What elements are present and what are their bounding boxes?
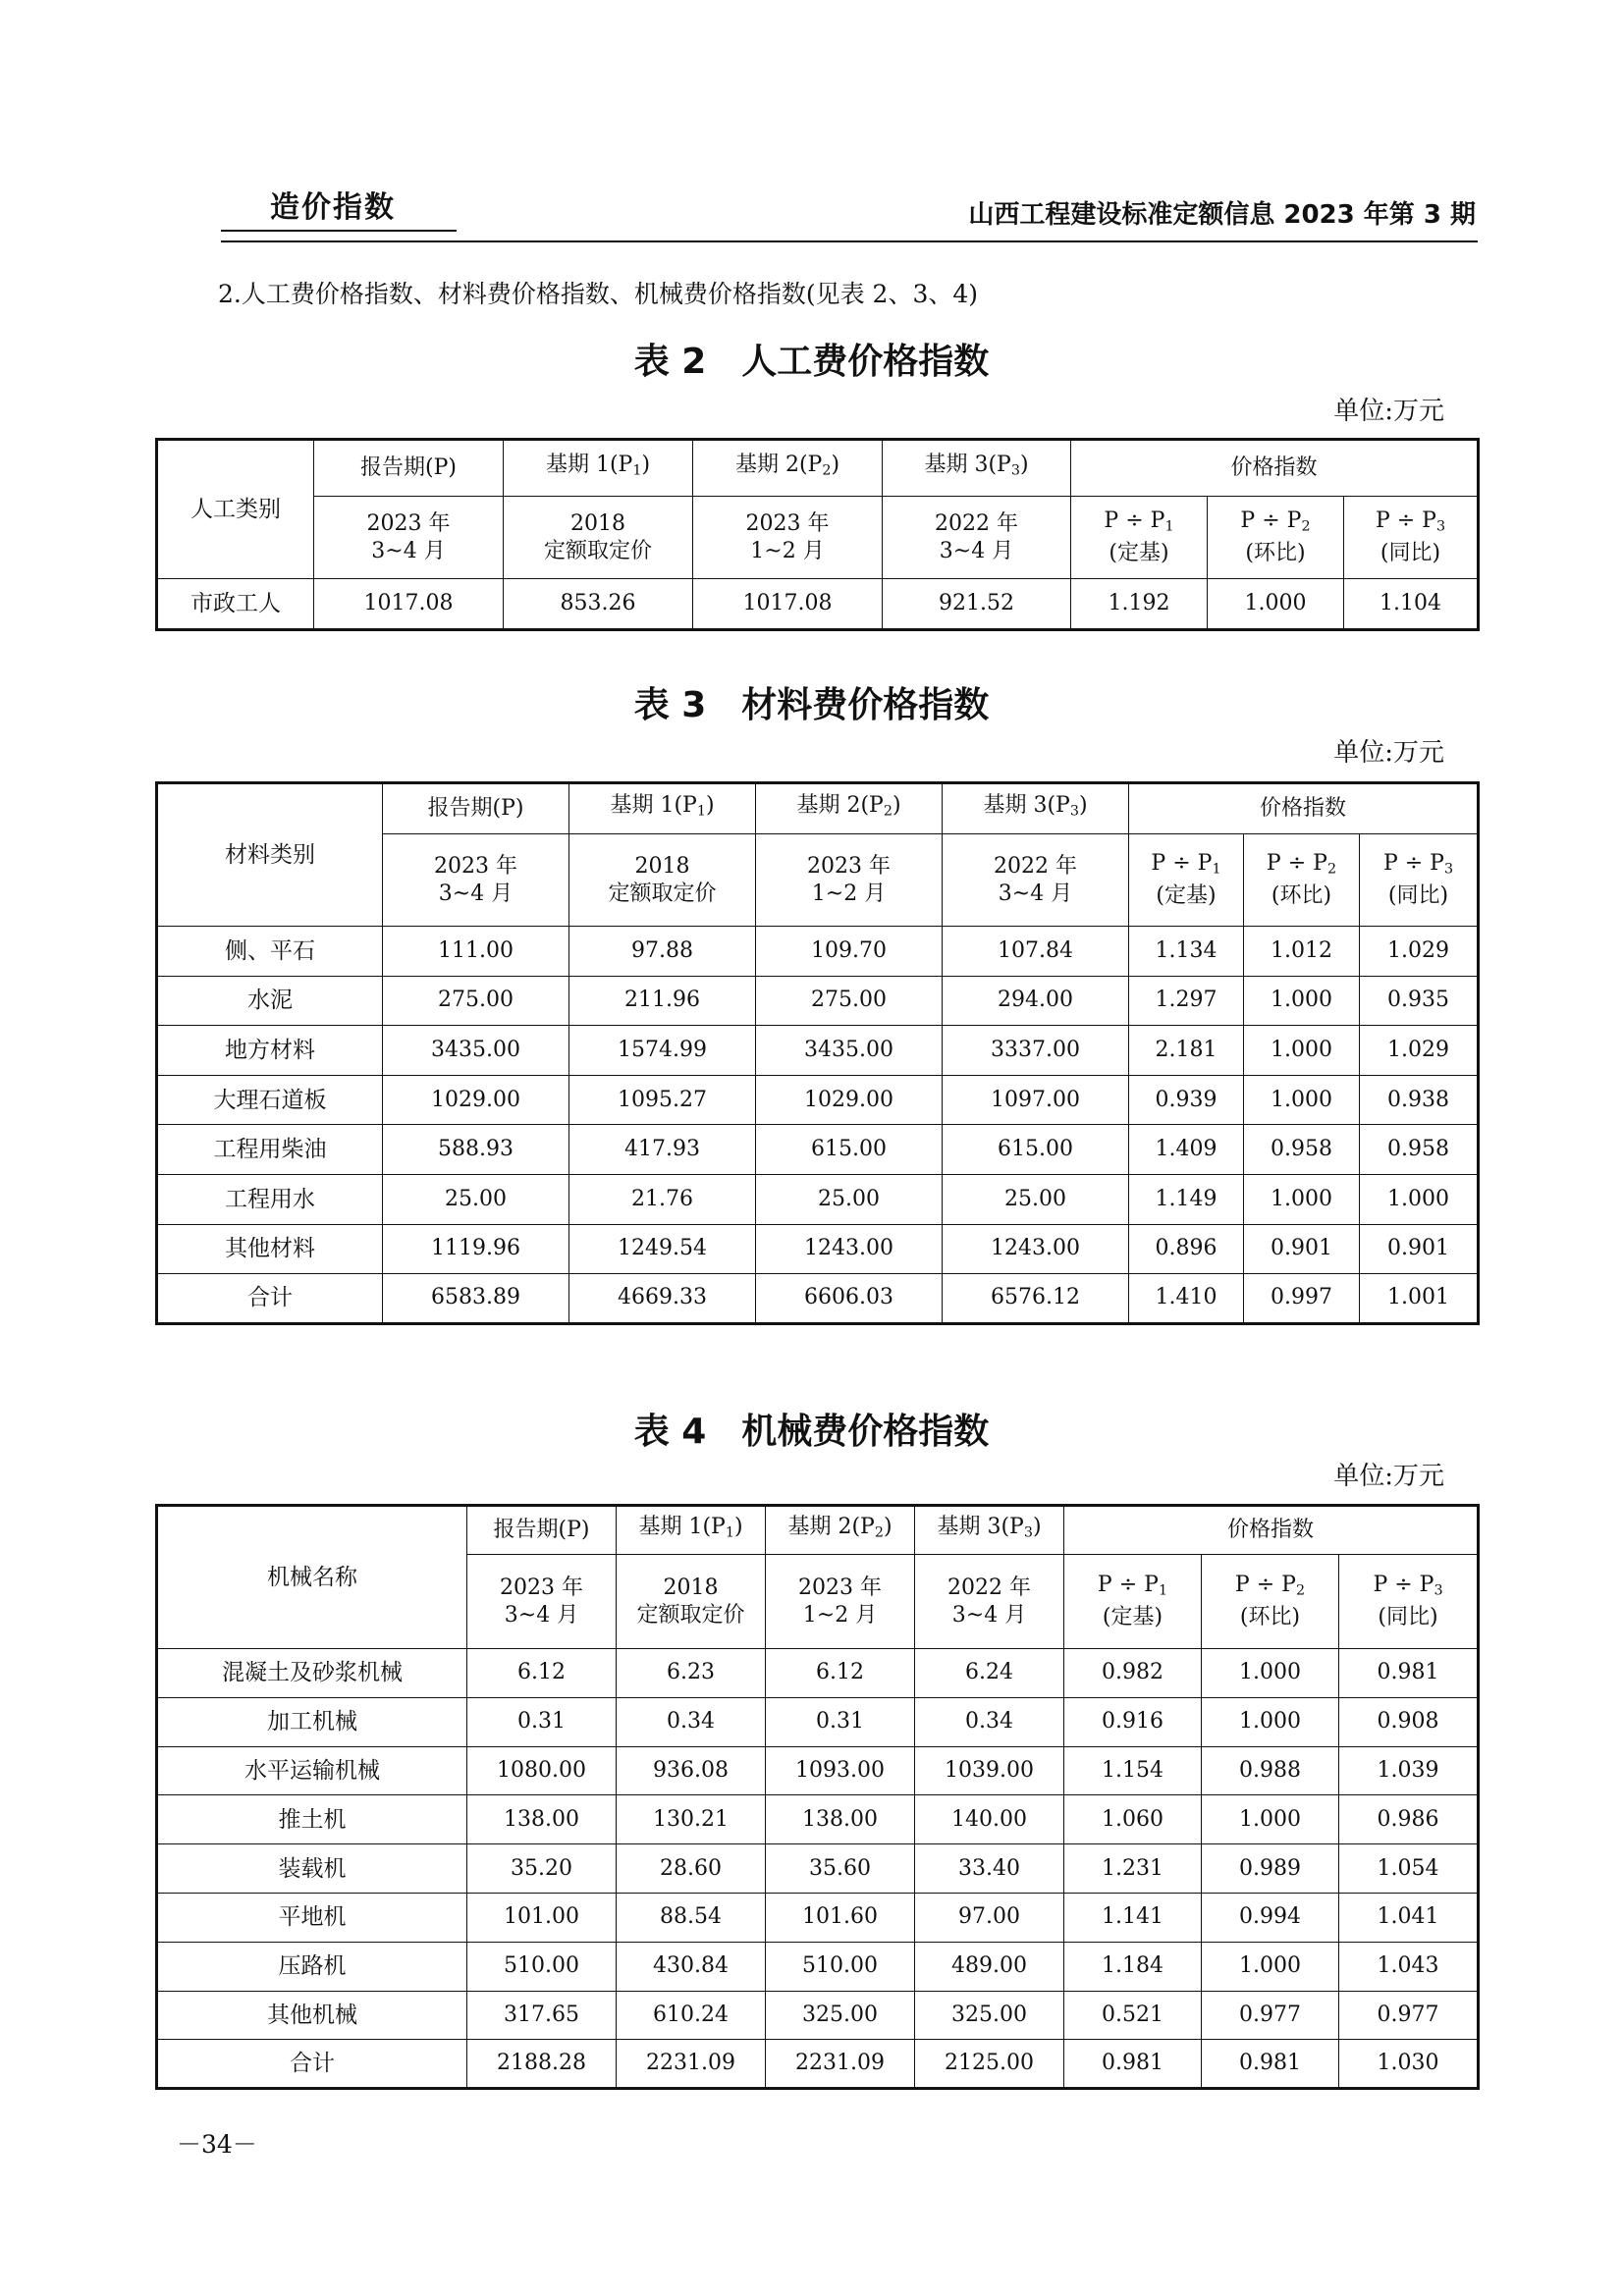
category-cell: 地方材料 — [157, 1026, 383, 1076]
base3-cell: 294.00 — [943, 976, 1129, 1026]
header-row — [157, 783, 1479, 834]
table4-name: 机械费价格指数 — [741, 1412, 990, 1452]
category-cell: 平地机 — [157, 1893, 467, 1942]
base1-cell: 21.76 — [569, 1174, 756, 1224]
table-row — [157, 1844, 1479, 1894]
chain-index-cell: 0.994 — [1202, 1893, 1339, 1942]
fixed-index-cell: 0.939 — [1129, 1075, 1244, 1125]
table-row — [157, 1697, 1479, 1746]
base3-cell: 2125.00 — [915, 2040, 1064, 2089]
category-cell: 工程用水 — [157, 1174, 383, 1224]
fixed-index-cell: 1.192 — [1071, 579, 1208, 630]
ratio2-header: $P \div P_2$ (环比) — [1208, 497, 1344, 579]
ratio1-header: $P \div P_1$ (定基) — [1064, 1555, 1202, 1649]
base2-date: 2023 年 1~2 月 — [756, 834, 943, 927]
base2-header: 基期 $2(P_2)$ — [766, 1506, 915, 1555]
fixed-index-cell: 1.149 — [1129, 1174, 1244, 1224]
table-row — [157, 1991, 1479, 2040]
table-row — [157, 1274, 1479, 1324]
base3-header: 基期 $3(P_3)$ — [883, 440, 1071, 497]
yoy-index-cell: 0.986 — [1339, 1795, 1479, 1844]
table-row — [157, 1174, 1479, 1224]
chain-index-cell: 1.000 — [1208, 579, 1344, 630]
fixed-index-cell: 1.231 — [1064, 1844, 1202, 1894]
yoy-index-cell: 0.938 — [1360, 1075, 1479, 1125]
chain-index-cell: 0.988 — [1202, 1746, 1339, 1795]
base2-date: 2023 年 1~2 月 — [693, 497, 883, 579]
yoy-index-cell: 0.908 — [1339, 1697, 1479, 1746]
table3-number: 表 3 — [633, 685, 707, 725]
fixed-index-cell: 0.981 — [1064, 2040, 1202, 2089]
report-period-cell: 588.93 — [383, 1125, 569, 1175]
report-period-cell: 111.00 — [383, 927, 569, 977]
base3-header: 基期 $3(P_3)$ — [943, 783, 1129, 834]
yoy-index-cell: 0.935 — [1360, 976, 1479, 1026]
base1-date: 2018 定额取定价 — [569, 834, 756, 927]
base3-cell: 6576.12 — [943, 1274, 1129, 1324]
base1-cell: 853.26 — [504, 579, 693, 630]
base3-cell: 325.00 — [915, 1991, 1064, 2040]
base3-cell: 140.00 — [915, 1795, 1064, 1844]
report-period-cell: 510.00 — [467, 1942, 617, 1991]
category-cell: 其他材料 — [157, 1224, 383, 1274]
base1-date: 2018 定额取定价 — [504, 497, 693, 579]
report-period-cell: 1029.00 — [383, 1075, 569, 1125]
table2-title — [0, 334, 1623, 384]
price-index-header: 价格指数 — [1071, 440, 1479, 497]
base1-header: 基期 $1(P_1)$ — [569, 783, 756, 834]
table-row — [157, 1649, 1479, 1698]
base2-cell: 109.70 — [756, 927, 943, 977]
base2-cell: 2231.09 — [766, 2040, 915, 2089]
base3-cell: 1039.00 — [915, 1746, 1064, 1795]
table4-title — [0, 1404, 1623, 1454]
report-period-cell: 317.65 — [467, 1991, 617, 2040]
base3-cell: 1097.00 — [943, 1075, 1129, 1125]
report-period-header: 报告期(P) — [314, 440, 504, 497]
base3-date: 2022 年 3~4 月 — [883, 497, 1071, 579]
ratio1-header: $P \div P_1$ (定基) — [1071, 497, 1208, 579]
report-period-header: 报告期(P) — [467, 1506, 617, 1555]
base3-cell: 6.24 — [915, 1649, 1064, 1698]
base1-cell: 2231.09 — [617, 2040, 766, 2089]
subheader-row — [157, 497, 1479, 579]
fixed-index-cell: 0.521 — [1064, 1991, 1202, 2040]
base2-cell: 1243.00 — [756, 1224, 943, 1274]
category-cell: 装载机 — [157, 1844, 467, 1894]
fixed-index-cell: 1.184 — [1064, 1942, 1202, 1991]
table-row — [157, 1224, 1479, 1274]
table-row — [157, 1795, 1479, 1844]
category-header: 材料类别 — [157, 783, 383, 927]
category-cell: 大理石道板 — [157, 1075, 383, 1125]
yoy-index-cell: 0.981 — [1339, 1649, 1479, 1698]
fixed-index-cell: 1.409 — [1129, 1125, 1244, 1175]
report-period-cell: 1080.00 — [467, 1746, 617, 1795]
fixed-index-cell: 1.154 — [1064, 1746, 1202, 1795]
base2-cell: 510.00 — [766, 1942, 915, 1991]
base1-cell: 1095.27 — [569, 1075, 756, 1125]
report-period-cell: 6583.89 — [383, 1274, 569, 1324]
base1-cell: 6.23 — [617, 1649, 766, 1698]
header-rule — [221, 240, 1478, 242]
category-cell: 混凝土及砂浆机械 — [157, 1649, 467, 1698]
base1-cell: 28.60 — [617, 1844, 766, 1894]
yoy-index-cell: 1.029 — [1360, 927, 1479, 977]
report-period-date: 2023 年 3~4 月 — [383, 834, 569, 927]
report-period-cell: 0.31 — [467, 1697, 617, 1746]
table2-unit: 单位:万元 — [1333, 397, 1444, 426]
category-cell: 水泥 — [157, 976, 383, 1026]
base2-cell: 6606.03 — [756, 1274, 943, 1324]
yoy-index-cell: 1.104 — [1344, 579, 1479, 630]
section-title: 造价指数 — [270, 190, 396, 225]
report-period-cell: 275.00 — [383, 976, 569, 1026]
yoy-index-cell: 1.039 — [1339, 1746, 1479, 1795]
table4-unit: 单位:万元 — [1333, 1462, 1444, 1491]
base2-cell: 1017.08 — [693, 579, 883, 630]
base3-cell: 97.00 — [915, 1893, 1064, 1942]
table3-unit: 单位:万元 — [1333, 738, 1444, 768]
table-row — [157, 1125, 1479, 1175]
base3-cell: 1243.00 — [943, 1224, 1129, 1274]
base1-cell: 430.84 — [617, 1942, 766, 1991]
fixed-index-cell: 1.060 — [1064, 1795, 1202, 1844]
table-row — [157, 2040, 1479, 2089]
ratio3-header: $P \div P_3$ (同比) — [1339, 1555, 1479, 1649]
yoy-index-cell: 0.901 — [1360, 1224, 1479, 1274]
report-period-cell: 35.20 — [467, 1844, 617, 1894]
base2-header: 基期 $2(P_2)$ — [756, 783, 943, 834]
base3-header: 基期 $3(P_3)$ — [915, 1506, 1064, 1555]
base2-cell: 615.00 — [756, 1125, 943, 1175]
chain-index-cell: 1.000 — [1244, 1174, 1360, 1224]
chain-index-cell: 0.901 — [1244, 1224, 1360, 1274]
labor-index-table — [155, 438, 1480, 631]
category-cell: 推土机 — [157, 1795, 467, 1844]
report-period-cell: 1119.96 — [383, 1224, 569, 1274]
category-header: 机械名称 — [157, 1506, 467, 1649]
base1-cell: 211.96 — [569, 976, 756, 1026]
base2-cell: 3435.00 — [756, 1026, 943, 1076]
category-cell: 市政工人 — [157, 579, 314, 630]
chain-index-cell: 1.000 — [1244, 1075, 1360, 1125]
base1-cell: 936.08 — [617, 1746, 766, 1795]
base3-cell: 33.40 — [915, 1844, 1064, 1894]
base1-cell: 1249.54 — [569, 1224, 756, 1274]
table-row — [157, 579, 1479, 630]
category-cell: 其他机械 — [157, 1991, 467, 2040]
report-period-cell: 1017.08 — [314, 579, 504, 630]
table4-number: 表 4 — [633, 1412, 707, 1452]
base3-date: 2022 年 3~4 月 — [915, 1555, 1064, 1649]
category-cell: 合计 — [157, 2040, 467, 2089]
table-row — [157, 1075, 1479, 1125]
chain-index-cell: 1.000 — [1244, 1026, 1360, 1076]
chain-index-cell: 1.012 — [1244, 927, 1360, 977]
yoy-index-cell: 1.043 — [1339, 1942, 1479, 1991]
base2-cell: 101.60 — [766, 1893, 915, 1942]
table2-name: 人工费价格指数 — [741, 342, 990, 382]
fixed-index-cell: 2.181 — [1129, 1026, 1244, 1076]
base3-cell: 107.84 — [943, 927, 1129, 977]
fixed-index-cell: 0.916 — [1064, 1697, 1202, 1746]
base1-cell: 130.21 — [617, 1795, 766, 1844]
base3-cell: 489.00 — [915, 1942, 1064, 1991]
base3-cell: 615.00 — [943, 1125, 1129, 1175]
material-index-table — [155, 781, 1480, 1325]
chain-index-cell: 1.000 — [1244, 976, 1360, 1026]
section-header — [221, 181, 457, 232]
fixed-index-cell: 0.896 — [1129, 1224, 1244, 1274]
yoy-index-cell: 1.029 — [1360, 1026, 1479, 1076]
yoy-index-cell: 1.001 — [1360, 1274, 1479, 1324]
table-row — [157, 1026, 1479, 1076]
ratio3-header: $P \div P_3$ (同比) — [1360, 834, 1479, 927]
page-number: －34－ — [177, 2130, 257, 2159]
report-period-cell: 2188.28 — [467, 2040, 617, 2089]
base2-date: 2023 年 1~2 月 — [766, 1555, 915, 1649]
publication-title: 山西工程建设标准定额信息 2023 年第 3 期 — [968, 200, 1476, 230]
fixed-index-cell: 1.141 — [1064, 1893, 1202, 1942]
category-cell: 合计 — [157, 1274, 383, 1324]
price-index-header: 价格指数 — [1129, 783, 1479, 834]
base1-date: 2018 定额取定价 — [617, 1555, 766, 1649]
base2-cell: 325.00 — [766, 1991, 915, 2040]
category-cell: 加工机械 — [157, 1697, 467, 1746]
base1-cell: 97.88 — [569, 927, 756, 977]
chain-index-cell: 0.981 — [1202, 2040, 1339, 2089]
base1-cell: 1574.99 — [569, 1026, 756, 1076]
chain-index-cell: 0.997 — [1244, 1274, 1360, 1324]
chain-index-cell: 0.989 — [1202, 1844, 1339, 1894]
yoy-index-cell: 0.977 — [1339, 1991, 1479, 2040]
base3-date: 2022 年 3~4 月 — [943, 834, 1129, 927]
base2-cell: 275.00 — [756, 976, 943, 1026]
yoy-index-cell: 1.054 — [1339, 1844, 1479, 1894]
machinery-index-table — [155, 1504, 1480, 2090]
base2-cell: 35.60 — [766, 1844, 915, 1894]
base2-cell: 1093.00 — [766, 1746, 915, 1795]
base2-cell: 138.00 — [766, 1795, 915, 1844]
fixed-index-cell: 1.134 — [1129, 927, 1244, 977]
fixed-index-cell: 0.982 — [1064, 1649, 1202, 1698]
intro-paragraph: 2.人工费价格指数、材料费价格指数、机械费价格指数(见表 2、3、4) — [218, 280, 979, 308]
base2-header: 基期 $2(P_2)$ — [693, 440, 883, 497]
base3-cell: 921.52 — [883, 579, 1071, 630]
report-period-cell: 101.00 — [467, 1893, 617, 1942]
chain-index-cell: 1.000 — [1202, 1649, 1339, 1698]
base1-cell: 88.54 — [617, 1893, 766, 1942]
category-cell: 工程用柴油 — [157, 1125, 383, 1175]
report-period-cell: 138.00 — [467, 1795, 617, 1844]
header-row — [157, 440, 1479, 497]
chain-index-cell: 0.958 — [1244, 1125, 1360, 1175]
table-row — [157, 1942, 1479, 1991]
base2-cell: 0.31 — [766, 1697, 915, 1746]
fixed-index-cell: 1.297 — [1129, 976, 1244, 1026]
chain-index-cell: 1.000 — [1202, 1942, 1339, 1991]
base3-cell: 25.00 — [943, 1174, 1129, 1224]
table-row — [157, 1893, 1479, 1942]
base1-cell: 4669.33 — [569, 1274, 756, 1324]
yoy-index-cell: 1.041 — [1339, 1893, 1479, 1942]
category-cell: 压路机 — [157, 1942, 467, 1991]
base3-cell: 3337.00 — [943, 1026, 1129, 1076]
table2-number: 表 2 — [633, 342, 707, 382]
report-period-date: 2023 年 3~4 月 — [467, 1555, 617, 1649]
table3-name: 材料费价格指数 — [741, 685, 990, 725]
report-period-header: 报告期(P) — [383, 783, 569, 834]
base1-header: 基期 $1(P_1)$ — [504, 440, 693, 497]
base1-cell: 0.34 — [617, 1697, 766, 1746]
price-index-header: 价格指数 — [1064, 1506, 1479, 1555]
yoy-index-cell: 1.000 — [1360, 1174, 1479, 1224]
table3-title — [0, 677, 1623, 727]
ratio3-header: $P \div P_3$ (同比) — [1344, 497, 1479, 579]
base3-cell: 0.34 — [915, 1697, 1064, 1746]
report-period-date: 2023 年 3~4 月 — [314, 497, 504, 579]
ratio1-header: $P \div P_1$ (定基) — [1129, 834, 1244, 927]
base2-cell: 1029.00 — [756, 1075, 943, 1125]
chain-index-cell: 0.977 — [1202, 1991, 1339, 2040]
table-row — [157, 927, 1479, 977]
category-cell: 侧、平石 — [157, 927, 383, 977]
report-period-cell: 25.00 — [383, 1174, 569, 1224]
report-period-cell: 6.12 — [467, 1649, 617, 1698]
category-header: 人工类别 — [157, 440, 314, 579]
base1-header: 基期 $1(P_1)$ — [617, 1506, 766, 1555]
yoy-index-cell: 0.958 — [1360, 1125, 1479, 1175]
report-period-cell: 3435.00 — [383, 1026, 569, 1076]
yoy-index-cell: 1.030 — [1339, 2040, 1479, 2089]
fixed-index-cell: 1.410 — [1129, 1274, 1244, 1324]
table-row — [157, 1746, 1479, 1795]
chain-index-cell: 1.000 — [1202, 1795, 1339, 1844]
chain-index-cell: 1.000 — [1202, 1697, 1339, 1746]
ratio2-header: $P \div P_2$ (环比) — [1244, 834, 1360, 927]
ratio2-header: $P \div P_2$ (环比) — [1202, 1555, 1339, 1649]
category-cell: 水平运输机械 — [157, 1746, 467, 1795]
base1-cell: 610.24 — [617, 1991, 766, 2040]
base2-cell: 25.00 — [756, 1174, 943, 1224]
header-row — [157, 1506, 1479, 1555]
base2-cell: 6.12 — [766, 1649, 915, 1698]
base1-cell: 417.93 — [569, 1125, 756, 1175]
table-row — [157, 976, 1479, 1026]
